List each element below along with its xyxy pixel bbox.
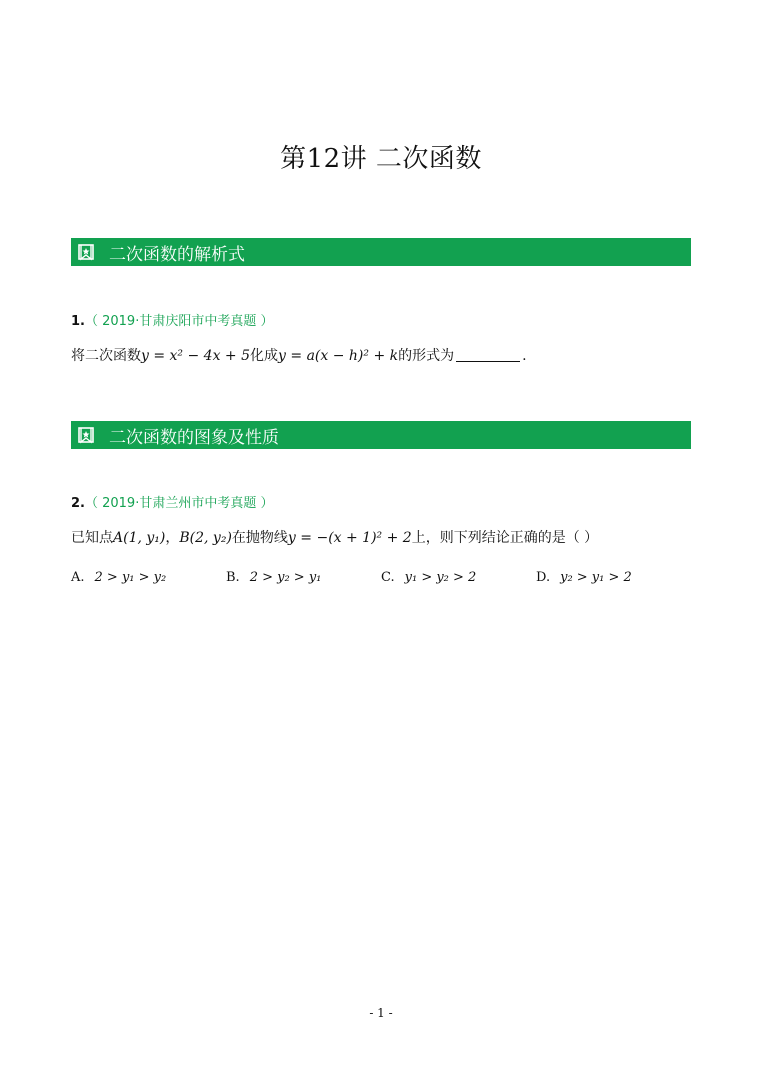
option-d[interactable]: [536, 570, 632, 585]
question-source: （ 2019·甘肃庆阳市中考真题 ）: [84, 314, 274, 329]
option-a[interactable]: [71, 570, 166, 585]
q1-expression-1: y = x² − 4x + 5: [141, 348, 251, 364]
bookmark-star-icon: [71, 421, 101, 449]
question-source: （ 2019·甘肃兰州市中考真题 ）: [84, 496, 274, 511]
q2-text-mid: 在抛物线: [231, 530, 288, 546]
q2-point-b: B(2, y₂): [179, 530, 232, 546]
q1-expression-2: y = a(x − h)² + k: [278, 348, 399, 364]
page-number: - 1 -: [369, 1006, 393, 1020]
q1-text-end: .: [522, 348, 527, 364]
q2-point-a: A(1, y₁): [113, 530, 166, 546]
question-number: 1.: [71, 314, 85, 329]
section-label: 二次函数的解析式: [109, 244, 245, 265]
q2-text-prefix: 已知点: [71, 530, 113, 546]
section-header-graph: [71, 421, 691, 449]
option-text: y₂ > y₁ > 2: [560, 570, 632, 585]
option-letter: D.: [536, 570, 551, 585]
option-text: 2 > y₂ > y₁: [249, 570, 322, 585]
question-number: 2.: [71, 496, 85, 511]
option-letter: B.: [226, 570, 240, 585]
option-letter: C.: [381, 570, 395, 585]
section-label: 二次函数的图象及性质: [109, 427, 279, 448]
question-2-header: [71, 492, 273, 511]
question-1-header: [71, 310, 273, 329]
q2-separator: ，: [165, 530, 180, 546]
q1-text-suffix: 的形式为: [398, 348, 455, 364]
page-title: 第12讲 二次函数: [280, 144, 482, 174]
option-letter: A.: [71, 570, 85, 585]
option-b[interactable]: [226, 570, 321, 585]
q2-text-suffix: 上，则下列结论正确的是（ ）: [411, 530, 599, 546]
bookmark-star-icon: [71, 238, 101, 266]
option-text: y₁ > y₂ > 2: [404, 570, 477, 585]
question-2-text: [71, 528, 598, 548]
question-1-text: [71, 346, 527, 366]
q1-text-mid: 化成: [250, 348, 279, 364]
option-c[interactable]: [381, 570, 476, 585]
section-header-analytic: [71, 238, 691, 266]
q2-expression: y = −(x + 1)² + 2: [287, 530, 412, 546]
answer-blank[interactable]: [456, 347, 520, 362]
q1-text-prefix: 将二次函数: [71, 348, 141, 364]
option-text: 2 > y₁ > y₂: [94, 570, 167, 585]
